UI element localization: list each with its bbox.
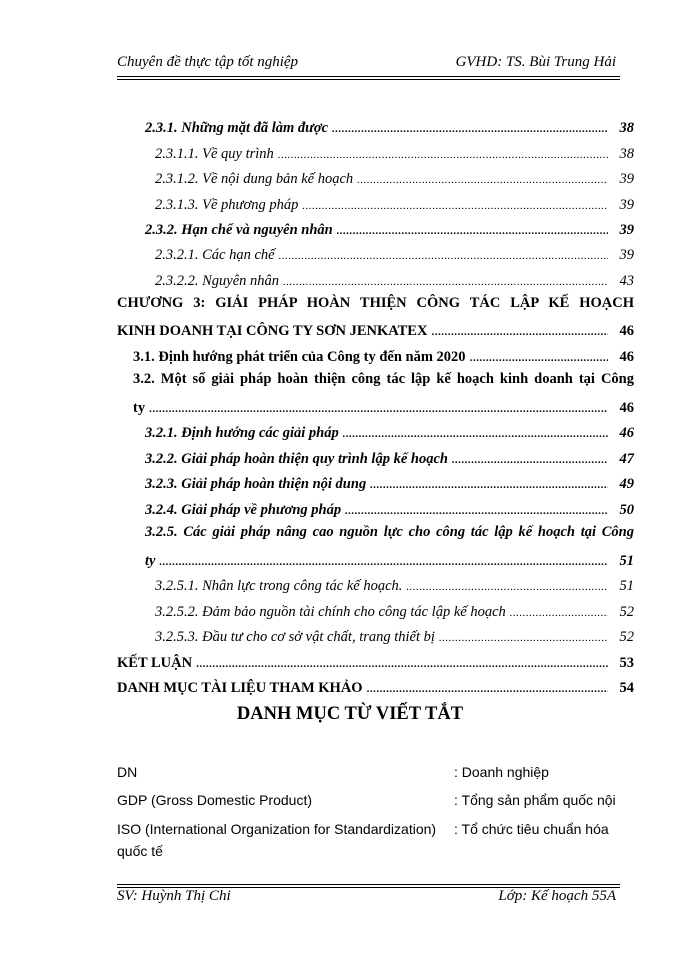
footer-right: Lớp: Kế hoạch 55A [498, 888, 616, 904]
page-header [117, 54, 616, 76]
header-left: Chuyên đề thực tập tốt nghiệp [117, 54, 299, 70]
toc-entry[interactable]: 3.2.4. Giải pháp về phương pháp ..... 50 [145, 499, 634, 519]
toc-entry[interactable]: DANH MỤC TÀI LIỆU THAM KHẢO ..... 54 [117, 677, 634, 697]
toc-entry[interactable]: 2.3.2.2. Nguyên nhân ..... 43 [155, 270, 634, 290]
header-rule [117, 76, 620, 77]
toc-entry[interactable]: 2.3.1. Những mặt đã làm được ..... 38 [145, 117, 634, 137]
header-right: GVHD: TS. Bùi Trung Hải [455, 54, 616, 70]
abbrev-definition: : Doanh nghiệp [454, 764, 549, 780]
footer-left: SV: Huỳnh Thị Chi [117, 888, 231, 904]
toc-entry[interactable]: 3.2.2. Giải pháp hoàn thiện quy trình lập kế hoạch ..... 47 [145, 448, 634, 468]
toc-chapter-line[interactable]: CHƯƠNG 3: GIẢI PHÁP HOÀN THIỆN CÔNG TÁC LẬP KẾ HOẠCH [117, 295, 634, 311]
toc-entry[interactable]: KINH DOANH TẠI CÔNG TY SƠN JENKATEX ..... 46 [117, 320, 634, 340]
toc-entry[interactable]: 2.3.2.1. Các hạn chế ..... 39 [155, 244, 634, 264]
toc-entry[interactable]: 2.3.1.3. Về phương pháp ..... 39 [155, 194, 634, 214]
toc-entry[interactable]: ty ..... 46 [133, 397, 634, 417]
abbrev-term: GDP (Gross Domestic Product) [117, 792, 313, 808]
toc-entry[interactable]: 2.3.1.2. Về nội dung bản kế hoạch ..... 39 [155, 168, 634, 188]
toc-entry[interactable]: 2.3.1.1. Về quy trình ..... 38 [155, 143, 634, 163]
abbrev-definition: : Tổ chức tiêu chuẩn hóa [454, 821, 609, 837]
toc-entry[interactable]: 3.2.5.2. Đảm bảo nguồn tài chính cho công tác lập kế hoạch ..... 52 [155, 601, 634, 621]
abbreviation-title: DANH MỤC TỪ VIẾT TẮT [236, 704, 464, 724]
abbrev-term-continued: quốc tế [117, 843, 163, 859]
abbrev-definition: : Tổng sản phẩm quốc nội [454, 792, 616, 808]
abbrev-term: DN [117, 764, 138, 780]
toc-entry[interactable]: 3.2.1. Định hướng các giải pháp ..... 46 [145, 422, 634, 442]
header-rule-2 [117, 79, 620, 80]
toc-section-line[interactable]: 3.2. Một số giải pháp hoàn thiện công tác lập kế hoạch kinh doanh tại Công [133, 371, 634, 387]
toc-entry[interactable]: 3.1. Định hướng phát triển của Công ty đến năm 2020 ..... 46 [133, 346, 634, 366]
toc-section-line[interactable]: 3.2.5. Các giải pháp nâng cao nguồn lực cho công tác lập kế hoạch tại Công [145, 524, 634, 540]
toc-entry[interactable]: 2.3.2. Hạn chế và nguyên nhân ..... 39 [145, 219, 634, 239]
toc-entry[interactable]: KẾT LUẬN ..... 53 [117, 652, 634, 672]
abbrev-term: ISO (International Organization for Standardization) [117, 821, 437, 837]
toc-entry[interactable]: 3.2.5.3. Đầu tư cho cơ sở vật chất, trang thiết bị ..... 52 [155, 626, 634, 646]
footer-rule [117, 884, 620, 885]
toc-entry[interactable]: 3.2.3. Giải pháp hoàn thiện nội dung ..... 49 [145, 473, 634, 493]
toc-entry[interactable]: 3.2.5.1. Nhân lực trong công tác kế hoạch. ..... 51 [155, 575, 634, 595]
toc-entry[interactable]: ty ..... 51 [145, 550, 634, 570]
